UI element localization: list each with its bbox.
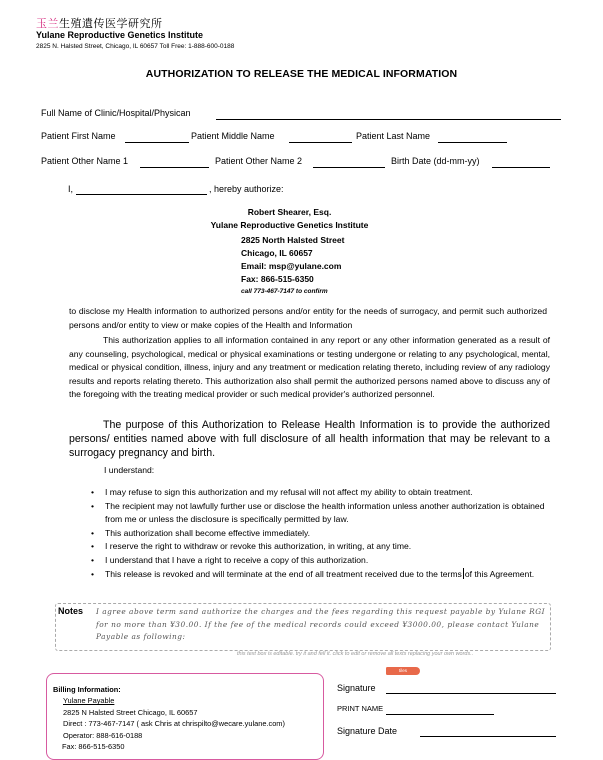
terms-list [80, 486, 550, 581]
list-item [80, 527, 550, 541]
list-item [80, 486, 550, 500]
chinese-name-mark: 玉兰 [36, 18, 59, 30]
bullet-icon: • [91, 500, 95, 511]
list-item-text: This authorization shall become effective immediately. [105, 527, 311, 538]
signature-field[interactable] [386, 693, 556, 694]
authorize-label: , hereby authorize: [209, 184, 284, 194]
list-item [80, 554, 550, 568]
recipient-street: 2825 North Halsted Street [241, 235, 345, 245]
list-item-text: I understand that I have a right to receive a copy of this authorization. [105, 554, 369, 565]
recipient-call: call 773-467-7147 to confirm [241, 288, 328, 295]
tag-marker[interactable]: tiles [386, 667, 420, 675]
bullet-icon: • [91, 527, 95, 538]
billing-info [53, 684, 285, 752]
list-item-text: I reserve the right to withdraw or revoke this authorization, in writing, at any time. [105, 541, 412, 552]
institute-name: Yulane Reproductive Genetics Institute [36, 30, 204, 40]
middle-name-label: Patient Middle Name [191, 131, 275, 141]
understand-label: I understand: [104, 465, 155, 475]
recipient-email: Email: msp@yulane.com [241, 261, 342, 271]
middle-name-field[interactable] [289, 142, 352, 143]
print-name-field[interactable] [386, 714, 494, 715]
print-name-label: PRINT NAME [337, 704, 384, 713]
clinic-field[interactable] [216, 119, 561, 120]
other-name-2-label: Patient Other Name 2 [215, 156, 303, 166]
first-name-label: Patient First Name [41, 131, 116, 141]
billing-payable: Yulane Payable [63, 696, 115, 706]
other-name-1-label: Patient Other Name 1 [41, 156, 129, 166]
list-item [80, 500, 550, 527]
recipient-name: Robert Shearer, Esq. [247, 207, 332, 217]
billing-title: Billing Information: [53, 685, 121, 694]
billing-direct: Direct : 773-467-7147 ( ask Chris at chrispilto@wecare.yulane.com) [63, 719, 285, 729]
list-item-text: This release is revoked and will terminate at the end of all treatment received due to the terms [105, 568, 462, 579]
list-item-text: I may refuse to sign this authorization and my refusal will not affect my ability to obtain treatment. [105, 487, 473, 497]
clinic-label: Full Name of Clinic/Hospital/Physican [41, 108, 191, 118]
i-label: I, [68, 184, 74, 194]
birth-date-label: Birth Date (dd-mm-yy) [391, 156, 480, 166]
notes-label: Notes [58, 606, 84, 616]
billing-fax: Fax: 866-515-6350 [62, 742, 125, 752]
signature-label: Signature [337, 683, 376, 693]
disclose-paragraph: to disclose my Health information to authorized persons and/or entity for the needs of surrogacy, and permit such authorized persons and/or entity to view or make copies of the Health and Information [69, 306, 547, 330]
signature-date-field[interactable] [420, 736, 556, 737]
last-name-field[interactable] [438, 142, 507, 143]
applies-paragraph: This authorization applies to all information contained in any report or any other information generated as a result of any counseling, psychological, medical or physical examinations or testing undergone or relating to any psychological, mental, medical or physical condition, illness, injury and any treatment or medication relating thereto, including review of any radiology results and reports relating thereto. This authorization also shall permit the authorized persons named above to discuss any of the foregoing with the treating medical provider or such medical provider's authorized personnel. [69, 335, 550, 399]
billing-address: 2825 N Halsted Street Chicago, IL 60657 [63, 707, 198, 717]
bullet-icon: • [91, 487, 95, 497]
list-item-text: The recipient may not lawfully further use or disclose the health information unless another authorization is obtained from me or unless the disclosure is specifically permitted by law. [105, 500, 545, 525]
list-item [80, 540, 550, 554]
billing-operator: Operator: 888-616-0188 [63, 730, 143, 740]
recipient-org: Yulane Reproductive Genetics Institute [210, 220, 369, 230]
institute-address: 2825 N. Halsted Street, Chicago, IL 60657 Toll Free: 1-888-600-0188 [36, 43, 235, 50]
bullet-icon: • [91, 568, 95, 579]
birth-date-field[interactable] [492, 167, 550, 168]
last-name-label: Patient Last Name [356, 131, 431, 141]
list-item-text-cont: of this Agreement. [464, 568, 535, 579]
institute-chinese-name [36, 15, 163, 31]
page-title: AUTHORIZATION TO RELEASE THE MEDICAL INFORMATION [145, 68, 458, 80]
notes-text[interactable]: I agree above term sand authorize the charges and the fees regarding this request payable by Yulane RGI for no more than ¥30.00. If the fee of the medical records could exceed ¥3000.00, please contact Yulane Payable as following: [96, 607, 546, 641]
notes-hint: this text box is editable. try it and fell it. click to edit or remove all texts replacing your own words.. [237, 651, 474, 657]
list-item [80, 568, 550, 582]
recipient-city: Chicago, IL 60657 [241, 248, 313, 258]
recipient-fax: Fax: 866-515-6350 [241, 274, 314, 284]
authorizer-name-field[interactable] [76, 194, 207, 195]
first-name-field[interactable] [125, 142, 189, 143]
bullet-icon: • [91, 554, 95, 565]
chinese-name-rest: 生殖遺传医学研究所 [59, 18, 163, 30]
text-cursor [463, 568, 464, 579]
signature-date-label: Signature Date [337, 726, 398, 736]
other-name-2-field[interactable] [313, 167, 385, 168]
purpose-paragraph: The purpose of this Authorization to Release Health Information is to provide the authorized persons/ entities named above with full disclosure of all health information that may be relevant to a surrogacy pregnancy and birth. [69, 419, 550, 459]
bullet-icon: • [91, 541, 95, 552]
other-name-1-field[interactable] [140, 167, 209, 168]
